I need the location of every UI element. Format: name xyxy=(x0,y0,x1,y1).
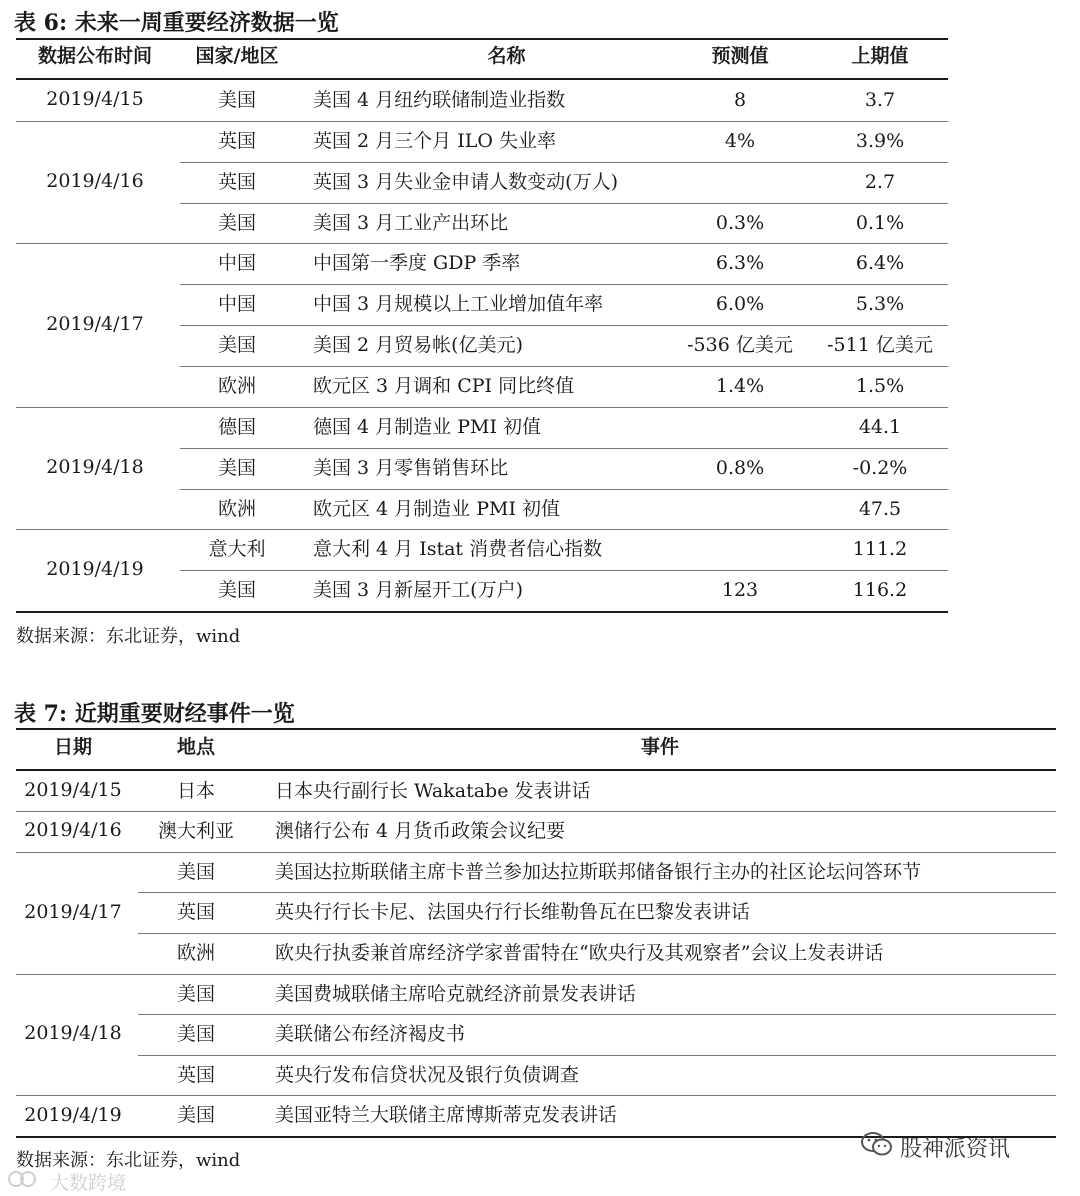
table7-group-divider xyxy=(16,974,1056,975)
table7-group-divider xyxy=(16,811,1056,812)
table7-place: 美国 xyxy=(176,860,216,883)
table7-date: 2019/4/18 xyxy=(24,1022,122,1045)
watermark-right-text: 股神派资讯 xyxy=(900,1136,1011,1162)
table6-forecast: 1.4% xyxy=(715,374,765,397)
table7-header-rule xyxy=(16,769,1056,771)
table6-region: 美国 xyxy=(217,211,257,234)
table7-date: 2019/4/17 xyxy=(24,900,122,923)
table6-name: 美国 4 月纽约联储制造业指数 xyxy=(313,89,566,111)
table6-group-divider xyxy=(16,243,948,244)
table7-event: 英央行发布信贷状况及银行负债调查 xyxy=(275,1063,580,1086)
table7-event: 日本央行副行长 Wakatabe 发表讲话 xyxy=(275,779,591,802)
wechat-icon xyxy=(860,1130,894,1164)
table7-date: 2019/4/19 xyxy=(24,1103,122,1126)
table7-place: 英国 xyxy=(176,1063,216,1086)
table7-subrow-divider xyxy=(138,1014,1056,1015)
table6-title: 表 6: 未来一周重要经济数据一览 xyxy=(14,10,339,36)
table6-forecast: 0.3% xyxy=(715,211,765,234)
table6-name: 英国 3 月失业金申请人数变动(万人) xyxy=(313,170,618,193)
table6-header-3: 预测值 xyxy=(711,45,769,67)
table7-subrow-divider xyxy=(138,933,1056,934)
table7-place: 英国 xyxy=(176,901,216,924)
table6-forecast: 0.8% xyxy=(715,456,765,479)
watermark-left xyxy=(6,1168,126,1195)
table7-date: 2019/4/15 xyxy=(24,778,122,801)
table7-place: 美国 xyxy=(176,1104,216,1127)
table6-group-divider xyxy=(16,407,948,408)
table7-top-rule xyxy=(16,728,1056,730)
table6-previous: 3.7 xyxy=(864,89,896,111)
table6-forecast: 4% xyxy=(724,129,756,152)
table6-date: 2019/4/15 xyxy=(46,88,144,111)
table6-region: 美国 xyxy=(217,89,257,111)
table6-subrow-divider xyxy=(180,570,948,571)
table6-previous: 116.2 xyxy=(852,579,908,602)
table7-event: 美国亚特兰大联储主席博斯蒂克发表讲话 xyxy=(275,1104,618,1127)
table6-bottom-rule xyxy=(16,611,948,613)
table7-header-2: 事件 xyxy=(640,736,680,758)
table7-place: 美国 xyxy=(176,982,216,1005)
table6-header-2: 名称 xyxy=(487,45,526,67)
table7-event: 美国费城联储主席哈克就经济前景发表讲话 xyxy=(275,982,637,1005)
table6-name: 美国 3 月新屋开工(万户) xyxy=(313,579,523,602)
table6-region: 中国 xyxy=(217,293,257,316)
table7-event: 澳储行公布 4 月货币政策会议纪要 xyxy=(275,820,566,843)
table7-place: 美国 xyxy=(176,1023,216,1046)
table7-header-1: 地点 xyxy=(176,736,216,758)
table6-subrow-divider xyxy=(180,489,948,490)
table6-date: 2019/4/16 xyxy=(46,170,144,193)
table6-subrow-divider xyxy=(180,366,948,367)
table7-title: 表 7: 近期重要财经事件一览 xyxy=(14,701,295,727)
table7-place: 欧洲 xyxy=(176,941,216,964)
table6-previous: 111.2 xyxy=(852,538,908,561)
table6-name: 意大利 4 月 Istat 消费者信心指数 xyxy=(313,538,603,561)
table7-event: 美联储公布经济褐皮书 xyxy=(275,1023,466,1046)
watermark-right xyxy=(860,1130,1010,1164)
watermark-logo-icon xyxy=(6,1169,46,1194)
table6-subrow-divider xyxy=(180,448,948,449)
table6-header-1: 国家/地区 xyxy=(195,45,279,67)
table6-previous: 6.4% xyxy=(855,252,905,275)
table6-group-divider xyxy=(16,121,948,122)
table7-source: 数据来源：东北证券，wind xyxy=(16,1150,241,1171)
table6-forecast: 8 xyxy=(733,89,747,111)
table7-subrow-divider xyxy=(138,1055,1056,1056)
table6-previous: -511 亿美元 xyxy=(827,334,933,357)
table6-region: 英国 xyxy=(217,129,257,152)
table6-region: 意大利 xyxy=(208,538,266,561)
table6-date: 2019/4/19 xyxy=(46,558,144,581)
table6-forecast: 6.0% xyxy=(715,293,765,316)
table7-place: 日本 xyxy=(176,779,216,802)
table6-name: 欧元区 3 月调和 CPI 同比终值 xyxy=(313,374,575,397)
table7-subrow-divider xyxy=(138,892,1056,893)
table6-region: 英国 xyxy=(217,170,257,193)
table7-date: 2019/4/16 xyxy=(24,819,122,842)
table7-place: 澳大利亚 xyxy=(157,820,235,843)
table6-subrow-divider xyxy=(180,284,948,285)
table6-previous: 44.1 xyxy=(858,415,902,438)
table6-region: 美国 xyxy=(217,334,257,357)
watermark-left-text: 大数跨境 xyxy=(50,1172,127,1194)
table6-name: 美国 3 月零售销售环比 xyxy=(313,456,509,479)
table6-header-rule xyxy=(16,78,948,80)
table6-previous: 1.5% xyxy=(855,374,905,397)
table6-name: 美国 3 月工业产出环比 xyxy=(313,211,509,234)
table6-subrow-divider xyxy=(180,325,948,326)
table6-region: 中国 xyxy=(217,252,257,275)
table6-group-divider xyxy=(16,529,948,530)
table7-event: 英央行行长卡尼、法国央行行长维勒鲁瓦在巴黎发表讲话 xyxy=(275,901,751,924)
table6-previous: 0.1% xyxy=(855,211,905,234)
table6-top-rule xyxy=(16,38,948,40)
table6-previous: 47.5 xyxy=(858,497,902,520)
table6-subrow-divider xyxy=(180,203,948,204)
table6-name: 德国 4 月制造业 PMI 初值 xyxy=(313,415,541,438)
table6-previous: 2.7 xyxy=(864,170,896,193)
table6-forecast: -536 亿美元 xyxy=(687,334,793,357)
table6-region: 欧洲 xyxy=(217,374,257,397)
table6-region: 欧洲 xyxy=(217,497,257,520)
table6-previous: -0.2% xyxy=(852,456,908,479)
table6-date: 2019/4/18 xyxy=(46,456,144,479)
table7-header-0: 日期 xyxy=(53,736,93,758)
table7-group-divider xyxy=(16,1095,1056,1096)
table6-header-0: 数据公布时间 xyxy=(37,45,153,67)
table6-name: 中国第一季度 GDP 季率 xyxy=(313,252,521,275)
table6-name: 英国 2 月三个月 ILO 失业率 xyxy=(313,129,556,152)
table6-name: 美国 2 月贸易帐(亿美元) xyxy=(313,334,523,357)
table6-region: 美国 xyxy=(217,456,257,479)
table7-event: 欧央行执委兼首席经济学家普雷特在“欧央行及其观察者”会议上发表讲话 xyxy=(275,941,884,964)
table6-previous: 5.3% xyxy=(855,293,905,316)
table7-group-divider xyxy=(16,852,1056,853)
table6-region: 美国 xyxy=(217,579,257,602)
table6-name: 中国 3 月规模以上工业增加值年率 xyxy=(313,293,604,316)
table6-date: 2019/4/17 xyxy=(46,313,144,336)
table6-subrow-divider xyxy=(180,162,948,163)
table6-forecast: 6.3% xyxy=(715,252,765,275)
table6-region: 德国 xyxy=(217,415,257,438)
table6-name: 欧元区 4 月制造业 PMI 初值 xyxy=(313,497,560,520)
table6-source: 数据来源：东北证券，wind xyxy=(16,626,241,647)
table6-previous: 3.9% xyxy=(855,129,905,152)
table6-forecast: 123 xyxy=(721,579,759,602)
table6-header-4: 上期值 xyxy=(851,45,909,67)
table7-event: 美国达拉斯联储主席卡普兰参加达拉斯联邦储备银行主办的社区论坛问答环节 xyxy=(275,860,922,883)
